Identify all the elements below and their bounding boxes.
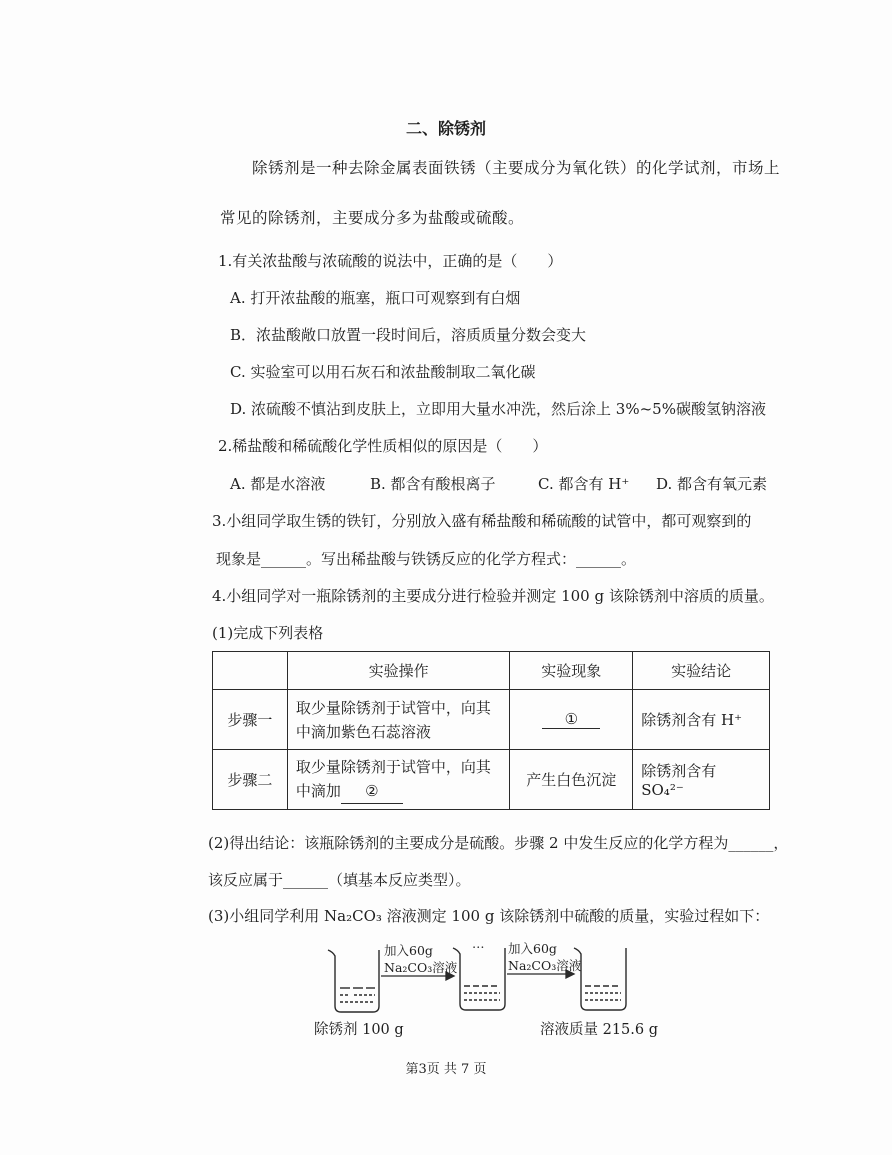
intro-line-1: 除锈剂是一种去除金属表面铁锈（主要成分为氧化铁）的化学试剂，市场上 (252, 159, 781, 177)
q4-sub2-line-1: (2)得出结论：该瓶除锈剂的主要成分是硫酸。步骤 2 中发生反应的化学方程为______， (208, 834, 789, 852)
q1-option-d: D. 浓硫酸不慎沾到皮肤上，立即用大量水冲洗，然后涂上 3%~5%碳酸氢钠溶液 (230, 400, 766, 418)
q3-line-2: 现象是______。写出稀盐酸与铁锈反应的化学方程式：______。 (216, 550, 637, 568)
table-header-phenomenon: 实验现象 (510, 652, 633, 690)
arrow2-label-bottom: Na₂CO₃溶液 (508, 958, 582, 973)
beaker-icon (328, 950, 379, 1012)
q4-sub2-line-2: 该反应属于______（填基本反应类型）。 (208, 871, 471, 889)
table-cell-conclusion: 除锈剂含有 H⁺ (633, 690, 770, 750)
answer-blank-1: ① (542, 710, 600, 729)
intro-line-2: 常见的除锈剂，主要成分多为盐酸或硫酸。 (220, 209, 525, 227)
q2-option-c: C. 都含有 H⁺ (538, 475, 630, 493)
q2-option-b: B. 都含有酸根离子 (370, 475, 496, 493)
table-cell-conclusion: 除锈剂含有 SO₄²⁻ (633, 750, 770, 810)
answer-blank-2: ② (341, 779, 403, 804)
q1-option-b: B．浓盐酸敞口放置一段时间后，溶质质量分数会变大 (230, 326, 587, 344)
table-cell-step: 步骤一 (213, 690, 288, 750)
arrow1-label-bottom: Na₂CO₃溶液 (384, 960, 458, 975)
q2-stem: 2.稀盐酸和稀硫酸化学性质相似的原因是（ ） (218, 437, 548, 455)
operation-line-1: 取少量除锈剂于试管中，向其 (295, 698, 491, 717)
page-footer: 第3页 共 7 页 (405, 1062, 487, 1077)
arrow2-label-top: 加入60g (508, 941, 557, 956)
q1-stem: 1.有关浓盐酸与浓硫酸的说法中，正确的是（ ） (218, 252, 563, 270)
table-header-operation: 实验操作 (287, 652, 510, 690)
operation-line-1: 取少量除锈剂于试管中，向其 (295, 758, 491, 776)
table-cell-step: 步骤二 (213, 750, 288, 810)
operation-line-2-prefix: 中滴加 (295, 782, 341, 800)
q4-sub1: (1)完成下列表格 (212, 624, 324, 642)
table-header-conclusion: 实验结论 (633, 652, 770, 690)
q2-option-d: D. 都含有氧元素 (656, 475, 768, 493)
q2-option-a: A. 都是水溶液 (230, 475, 326, 493)
beaker-icon (574, 948, 626, 1010)
q3-line-1: 3.小组同学取生锈的铁钉，分别放入盛有稀盐酸和稀硫酸的试管中，都可观察到的 (212, 512, 752, 530)
operation-line-2: 中滴加紫色石蕊溶液 (295, 722, 431, 741)
beaker-icon (453, 948, 505, 1010)
diagram-label-right: 溶液质量 215.6 g (540, 1022, 659, 1038)
q4-stem: 4.小组同学对一瓶除锈剂的主要成分进行检验并测定 100 g 该除锈剂中溶质的质量。 (212, 587, 774, 605)
diagram-ellipsis: … (472, 936, 485, 951)
q4-sub3: (3)小组同学利用 Na₂CO₃ 溶液测定 100 g 该除锈剂中硫酸的质量，实验过程如下： (208, 907, 770, 925)
table-cell-phenomenon: 产生白色沉淀 (510, 750, 633, 810)
diagram-label-left: 除锈剂 100 g (314, 1022, 404, 1038)
q1-option-a: A. 打开浓盐酸的瓶塞，瓶口可观察到有白烟 (230, 289, 521, 307)
section-title: 二、除锈剂 (405, 119, 486, 138)
arrow1-label-top: 加入60g (384, 943, 433, 958)
q1-option-c: C. 实验室可以用石灰石和浓盐酸制取二氧化碳 (230, 363, 536, 381)
